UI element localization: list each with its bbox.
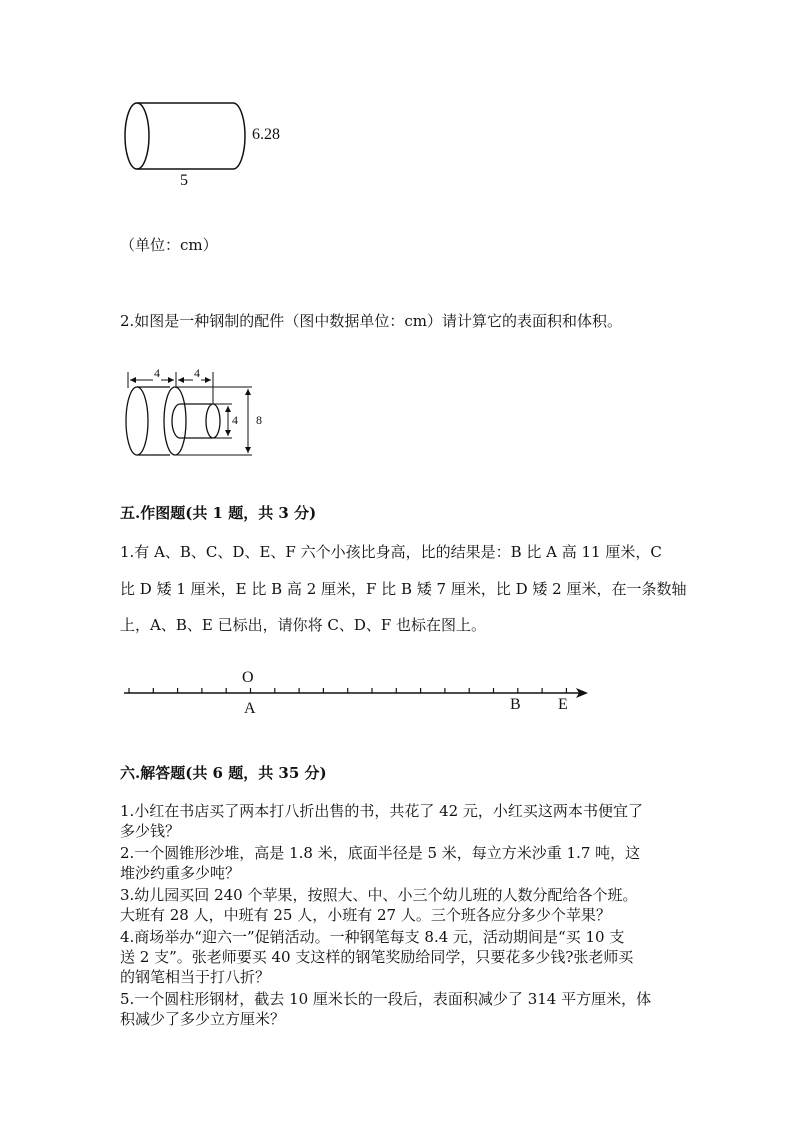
section-6-line-8: 送 2 支”。张老师要买 40 支这样的钢笔奖励给同学，只要花多少钱?张老师买 bbox=[120, 948, 634, 966]
question-2-text: 2.如图是一种钢制的配件（图中数据单位：cm）请计算它的表面积和体积。 bbox=[120, 312, 622, 330]
section-5-line-1: 1.有 A、B、C、D、E、F 六个小孩比身高，比的结果是：B 比 A 高 11 厘米，C bbox=[120, 543, 662, 561]
cylinder-height-label: 6.28 bbox=[252, 126, 280, 143]
section-6-line-5: 3.幼儿园买回 240 个苹果，按照大、中、小三个幼儿班的人数分配给各个班。 bbox=[120, 886, 638, 904]
section-5-line-3: 上，A、B、E 已标出，请你将 C、D、F 也标在图上。 bbox=[120, 616, 487, 634]
section-6-line-1: 1.小红在书店买了两本打八折出售的书，共花了 42 元，小红买这两本书便宜了 bbox=[120, 802, 643, 820]
section-5-line-2: 比 D 矮 1 厘米，E 比 B 高 2 厘米，F 比 B 矮 7 厘米，比 D 矮 2 厘米，在一条数轴 bbox=[120, 580, 687, 598]
section-6-line-6: 大班有 28 人，中班有 25 人，小班有 27 人。三个班各应分多少个苹果？ bbox=[120, 906, 611, 924]
section-6-line-2: 多少钱？ bbox=[120, 822, 181, 840]
cylinder-length-label: 5 bbox=[180, 172, 188, 189]
axis-a-label: A bbox=[244, 700, 256, 717]
section-6-line-10: 5.一个圆柱形钢材，截去 10 厘米长的一段后，表面积减少了 314 平方厘米，体 bbox=[120, 990, 652, 1008]
axis-b-label: B bbox=[510, 696, 521, 713]
section-6-heading: 六.解答题(共 6 题，共 35 分) bbox=[120, 764, 327, 782]
dim-inner-label: 4 bbox=[232, 413, 238, 427]
section-5-heading: 五.作图题(共 1 题，共 3 分) bbox=[120, 504, 317, 522]
section-6-line-3: 2.一个圆锥形沙堆，高是 1.8 米，底面半径是 5 米，每立方米沙重 1.7 吨，这 bbox=[120, 844, 641, 862]
section-6-line-9: 的钢笔相当于打八折？ bbox=[120, 968, 271, 986]
section-6-line-7: 4.商场举办“迎六一”促销活动。一种钢笔每支 8.4 元，活动期间是“买 10 支 bbox=[120, 928, 625, 946]
axis-e-label: E bbox=[558, 696, 568, 713]
axis-origin-label: O bbox=[242, 669, 254, 686]
dim-outer-label: 8 bbox=[256, 413, 262, 427]
dim-right-label: 4 bbox=[194, 366, 200, 380]
section-6-line-4: 堆沙约重多少吨？ bbox=[120, 864, 241, 882]
dim-left-label: 4 bbox=[154, 366, 160, 380]
unit-note: （单位：cm） bbox=[120, 236, 218, 254]
section-6-line-11: 积减少了多少立方厘米？ bbox=[120, 1010, 286, 1028]
